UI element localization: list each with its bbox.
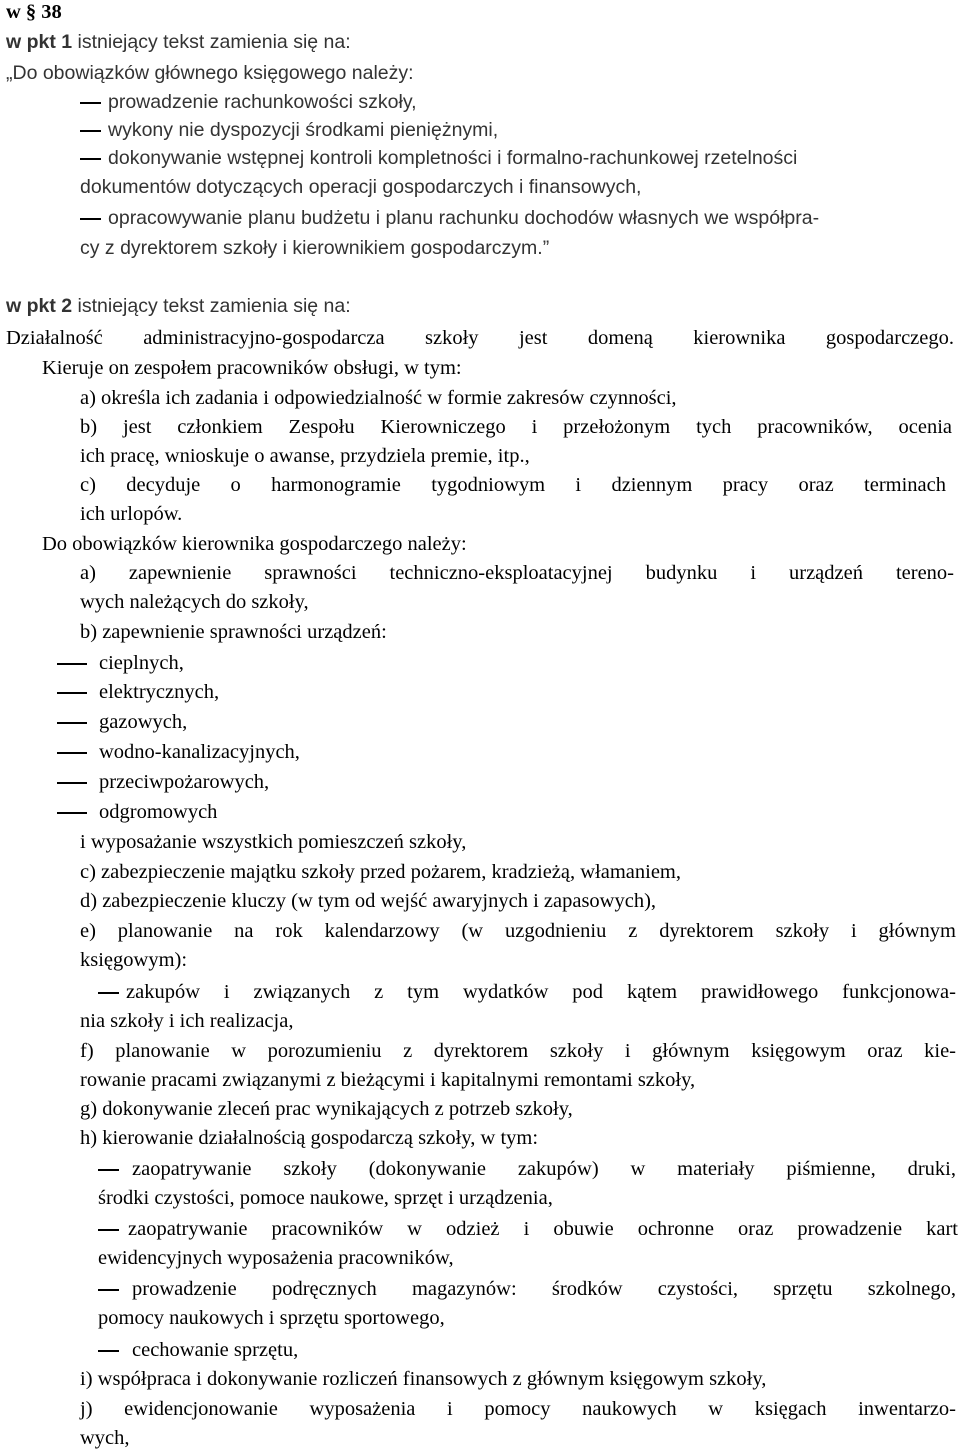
list-item: c) zabezpieczenie majątku szkoły przed pożarem, kradzieżą, włamaniem, xyxy=(80,861,682,883)
list-item: cechowanie sprzętu, xyxy=(132,1339,299,1361)
list-item: gazowych, xyxy=(99,711,188,733)
dash-bullet xyxy=(80,102,101,104)
text-line: Do obowiązków kierownika gospodarczego należy: xyxy=(42,533,467,555)
dash-bullet xyxy=(98,1169,119,1171)
list-item: prowadzenie rachunkowości szkoły, xyxy=(108,91,417,113)
list-item: wykony nie dyspozycji środkami pieniężnymi, xyxy=(108,119,499,141)
list-item: odgromowych xyxy=(99,801,218,823)
list-item-continuation: środki czystości, pomoce naukowe, sprzęt i urządzenia, xyxy=(98,1187,553,1209)
list-item: zaopatrywanie pracowników w odzież i obuwie ochronne oraz prowadzenie kart xyxy=(128,1218,958,1240)
text-line: Działalność administracyjno-gospodarcza szkoły jest domeną kierownika gospodarczego. xyxy=(6,327,954,349)
dash-bullet xyxy=(98,1350,119,1352)
dash-bullet xyxy=(57,722,87,724)
amendment-intro-pkt1 xyxy=(6,30,351,54)
dash-bullet xyxy=(57,663,87,665)
list-item: przeciwpożarowych, xyxy=(99,771,270,793)
list-item: c) decyduje o harmonogramie tygodniowym i dziennym pracy oraz terminach xyxy=(80,474,946,496)
list-item: a) zapewnienie sprawności techniczno-eksploatacyjnej budynku i urządzeń tereno- xyxy=(80,562,954,584)
list-item: j) ewidencjonowanie wyposażenia i pomocy naukowych w księgach inwentarzo- xyxy=(80,1398,956,1420)
dash-bullet xyxy=(57,752,87,754)
list-item: b) jest członkiem Zespołu Kierowniczego i przełożonym tych pracowników, ocenia xyxy=(80,416,952,438)
list-item: d) zabezpieczenie kluczy (w tym od wejść awaryjnych i zapasowych), xyxy=(80,890,657,912)
list-item-continuation: dokumentów dotyczących operacji gospodarczych i finansowych, xyxy=(80,176,642,198)
dash-bullet xyxy=(98,992,119,994)
list-item-continuation: cy z dyrektorem szkoły i kierownikiem gospodarczym.” xyxy=(80,237,550,259)
amendment-intro-text: istniejący tekst zamienia się na: xyxy=(72,295,351,317)
amendment-point-label: w pkt 2 xyxy=(6,295,73,317)
list-item: b) zapewnienie sprawności urządzeń: xyxy=(80,621,387,643)
amendment-intro-pkt2 xyxy=(6,294,351,318)
list-item: zaopatrywanie szkoły (dokonywanie zakupów) w materiały piśmienne, druki, xyxy=(132,1158,956,1180)
list-item-continuation: wych, xyxy=(80,1427,130,1449)
list-item: e) planowanie na rok kalendarzowy (w uzgodnieniu z dyrektorem szkoły i głównym xyxy=(80,920,956,942)
dash-bullet xyxy=(80,158,101,160)
list-item-continuation: wych należących do szkoły, xyxy=(80,591,309,613)
list-item: opracowywanie planu budżetu i planu rachunku dochodów własnych we współpra- xyxy=(108,207,820,229)
text-line: Kieruje on zespołem pracowników obsługi, w tym: xyxy=(42,357,462,379)
amendment-point-label: w pkt 1 xyxy=(6,31,73,53)
list-item: g) dokonywanie zleceń prac wynikających z potrzeb szkoły, xyxy=(80,1098,573,1120)
list-item: h) kierowanie działalnością gospodarczą szkoły, w tym: xyxy=(80,1127,539,1149)
list-item: dokonywanie wstępnej kontroli kompletności i formalno-rachunkowej rzetelności xyxy=(108,147,798,169)
list-item-continuation: ich urlopów. xyxy=(80,503,183,525)
dash-bullet xyxy=(98,1289,119,1291)
list-item-continuation: nia szkoły i ich realizacja, xyxy=(80,1010,294,1032)
list-item: i) współpraca i dokonywanie rozliczeń finansowych z głównym księgowym szkoły, xyxy=(80,1368,767,1390)
section-heading: w § 38 xyxy=(6,1,62,23)
list-item: prowadzenie podręcznych magazynów: środków czystości, sprzętu szkolnego, xyxy=(132,1278,956,1300)
dash-bullet xyxy=(80,130,101,132)
amendment-intro-text: istniejący tekst zamienia się na: xyxy=(72,31,351,53)
list-item-continuation: księgowym): xyxy=(80,949,188,971)
list-item: cieplnych, xyxy=(99,652,184,674)
dash-bullet xyxy=(57,692,87,694)
dash-bullet xyxy=(80,218,101,220)
list-item: f) planowanie w porozumieniu z dyrektorem szkoły i głównym księgowym oraz kie- xyxy=(80,1040,956,1062)
list-item: zakupów i związanych z tym wydatków pod kątem prawidłowego funkcjonowa- xyxy=(126,981,956,1003)
text-line: „Do obowiązków głównego księgowego należy: xyxy=(6,62,414,84)
list-item: a) określa ich zadania i odpowiedzialność w formie zakresów czynności, xyxy=(80,387,677,409)
text-line: i wyposażanie wszystkich pomieszczeń szkoły, xyxy=(80,831,467,853)
list-item-continuation: ich pracę, wnioskuje o awanse, przydziela premie, itp., xyxy=(80,445,530,467)
dash-bullet xyxy=(98,1229,119,1231)
list-item-continuation: rowanie pracami związanymi z bieżącymi i kapitalnymi remontami szkoły, xyxy=(80,1069,696,1091)
dash-bullet xyxy=(57,812,87,814)
list-item: elektrycznych, xyxy=(99,681,220,703)
list-item: wodno-kanalizacyjnych, xyxy=(99,741,300,763)
list-item-continuation: pomocy naukowych i sprzętu sportowego, xyxy=(98,1307,445,1329)
dash-bullet xyxy=(57,782,87,784)
list-item-continuation: ewidencyjnych wyposażenia pracowników, xyxy=(98,1247,454,1269)
